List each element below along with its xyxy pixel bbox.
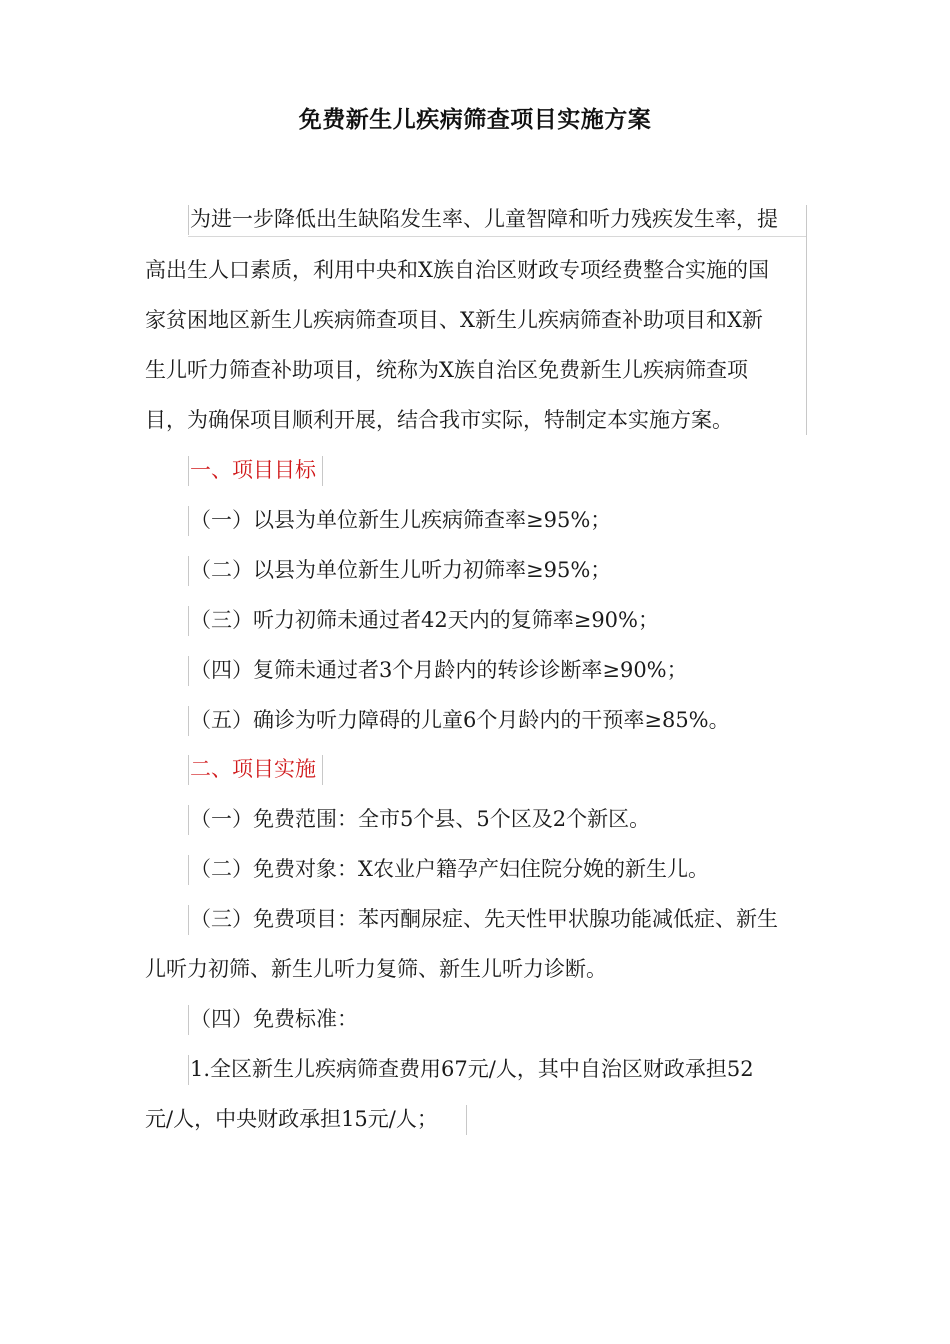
intro-line-3: 家贫困地区新生儿疾病筛查项目、X新生儿疾病筛查补助项目和X新 <box>145 308 763 332</box>
guide-mark <box>188 506 189 536</box>
goal-item-2: （二）以县为单位新生儿听力初筛率≥95%； <box>190 558 612 582</box>
guide-mark <box>188 456 189 486</box>
intro-line-5: 目，为确保项目顺利开展，结合我市实际，特制定本实施方案。 <box>145 408 733 432</box>
section-1-heading: 一、项目目标 <box>190 458 316 482</box>
guide-mark <box>322 456 323 486</box>
guide-rule <box>188 236 806 237</box>
guide-mark <box>322 755 323 785</box>
guide-mark <box>188 1055 189 1085</box>
goal-item-1: （一）以县为单位新生儿疾病筛查率≥95%； <box>190 508 612 532</box>
free-projects-line-2: 儿听力初筛、新生儿听力复筛、新生儿听力诊断。 <box>145 957 607 981</box>
guide-mark <box>188 805 189 835</box>
document-title: 免费新生儿疾病筛查项目实施方案 <box>298 107 652 133</box>
goal-item-4: （四）复筛未通过者3个月龄内的转诊诊断率≥90%； <box>190 658 688 682</box>
free-target: （二）免费对象：X农业户籍孕产妇住院分娩的新生儿。 <box>190 857 709 881</box>
guide-mark <box>188 656 189 686</box>
goal-item-5: （五）确诊为听力障碍的儿童6个月龄内的干预率≥85%。 <box>190 708 730 732</box>
guide-mark <box>466 1105 467 1135</box>
guide-mark <box>188 855 189 885</box>
guide-mark <box>188 905 189 935</box>
standard-1-line-2: 元/人，中央财政承担15元/人； <box>145 1107 438 1131</box>
guide-mark <box>188 606 189 636</box>
guide-mark <box>188 706 189 736</box>
guide-mark <box>806 205 807 435</box>
goal-item-3: （三）听力初筛未通过者42天内的复筛率≥90%； <box>190 608 659 632</box>
guide-mark <box>188 556 189 586</box>
section-2-heading: 二、项目实施 <box>190 757 316 781</box>
free-projects-line-1: （三）免费项目：苯丙酮尿症、先天性甲状腺功能减低症、新生 <box>190 907 778 931</box>
intro-line-1: 为进一步降低出生缺陷发生率、儿童智障和听力残疾发生率，提 <box>190 207 778 231</box>
intro-line-4: 生儿听力筛查补助项目，统称为X族自治区免费新生儿疾病筛查项 <box>145 358 748 382</box>
free-standard-heading: （四）免费标准： <box>190 1007 358 1031</box>
standard-1-line-1: 1.全区新生儿疾病筛查费用67元/人，其中自治区财政承担52 <box>190 1057 754 1081</box>
intro-line-2: 高出生人口素质，利用中央和X族自治区财政专项经费整合实施的国 <box>145 258 769 282</box>
guide-mark <box>188 755 189 785</box>
free-scope: （一）免费范围：全市5个县、5个区及2个新区。 <box>190 807 651 831</box>
guide-mark <box>188 1005 189 1035</box>
guide-mark <box>188 205 189 235</box>
